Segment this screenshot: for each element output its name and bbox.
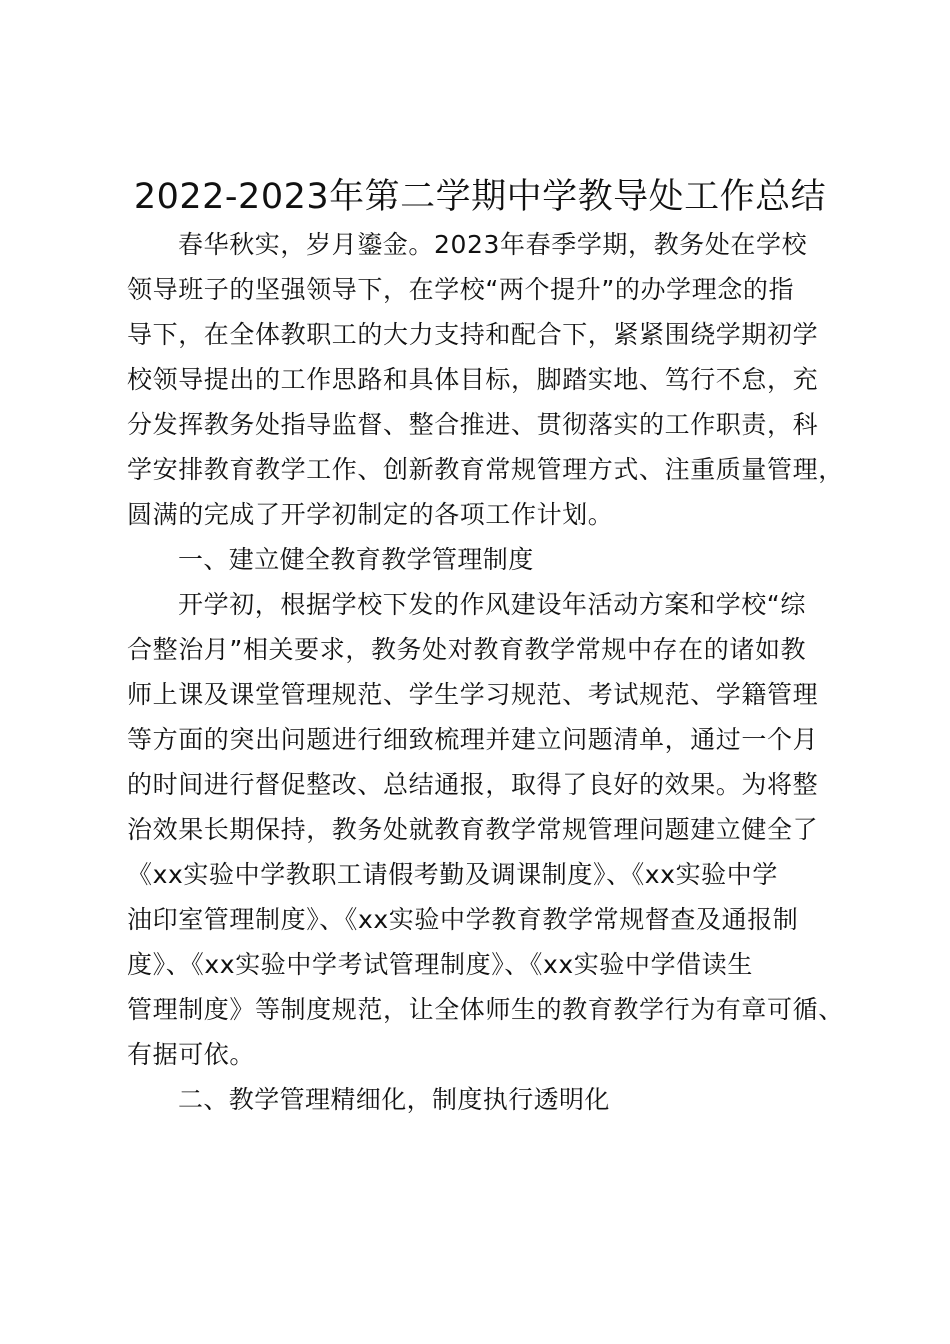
body-line: 《xx实验中学教职工请假考勤及调课制度》、《xx实验中学	[127, 860, 778, 889]
intro-line: 分发挥教务处指导监督、整合推进、贯彻落实的工作职责，科	[127, 410, 819, 439]
intro-line: 圆满的完成了开学初制定的各项工作计划。	[127, 500, 614, 529]
body-line: 开学初，根据学校下发的作风建设年活动方案和学校“综	[178, 590, 806, 619]
intro-line: 校领导提出的工作思路和具体目标，脚踏实地、笃行不怠，充	[127, 365, 819, 394]
intro-line: 春华秋实，岁月鎏金。2023年春季学期，教务处在学校	[178, 230, 808, 259]
document-title: 2022-2023年第二学期中学教导处工作总结	[133, 177, 827, 217]
intro-line: 学安排教育教学工作、创新教育常规管理方式、注重质量管理，	[127, 455, 844, 484]
body-line: 管理制度》等制度规范，让全体师生的教育教学行为有章可循、	[127, 995, 844, 1024]
body-line: 度》、《xx实验中学考试管理制度》、《xx实验中学借读生	[127, 950, 753, 979]
body-line: 合整治月”相关要求，教务处对教育教学常规中存在的诸如教	[127, 635, 807, 664]
body-line: 治效果长期保持，教务处就教育教学常规管理问题建立健全了	[127, 815, 819, 844]
intro-line: 导下，在全体教职工的大力支持和配合下，紧紧围绕学期初学	[127, 320, 819, 349]
body-line: 有据可依。	[127, 1040, 256, 1069]
body-line: 等方面的突出问题进行细致梳理并建立问题清单，通过一个月	[127, 725, 819, 754]
intro-line: 领导班子的坚强领导下，在学校“两个提升”的办学理念的指	[127, 275, 795, 304]
body-line: 的时间进行督促整改、总结通报，取得了良好的效果。为将整	[127, 770, 819, 799]
section-heading: 二、教学管理精细化，制度执行透明化	[178, 1085, 610, 1114]
body-line: 师上课及课堂管理规范、学生学习规范、考试规范、学籍管理	[127, 680, 819, 709]
section-heading: 一、建立健全教育教学管理制度	[178, 545, 534, 574]
body-line: 油印室管理制度》、《xx实验中学教育教学常规督查及通报制	[127, 905, 799, 934]
